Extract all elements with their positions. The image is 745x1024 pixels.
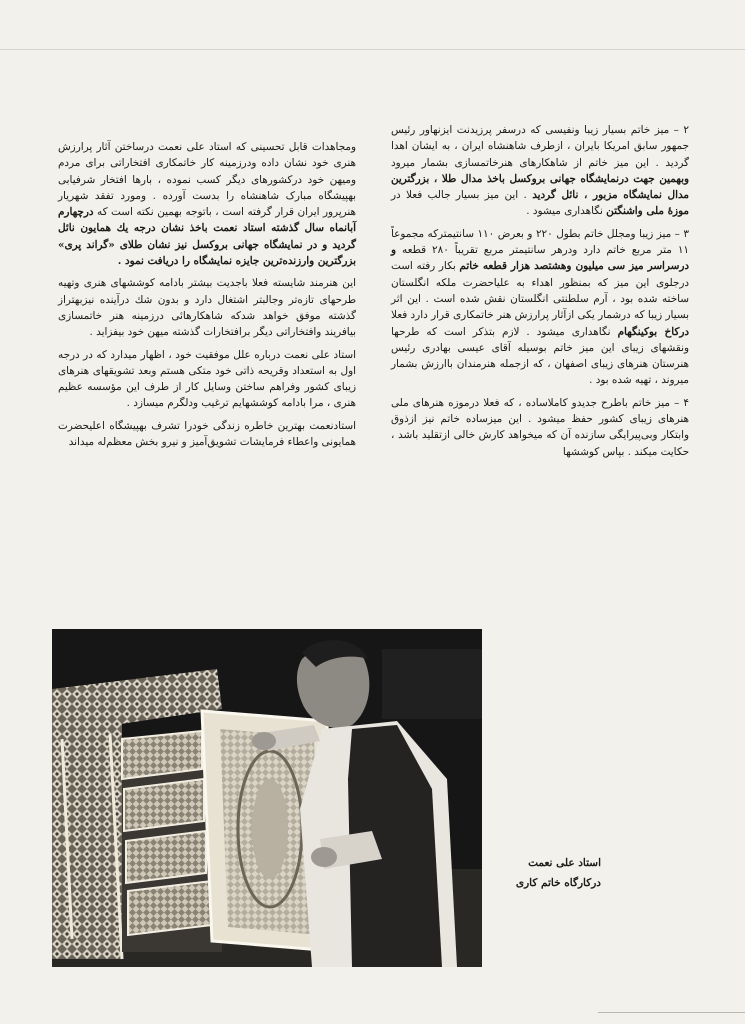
artist-hand (252, 732, 276, 750)
paragraph-artist-work: این هنرمند شایسته فعلا باجدیت بیشتر بادامه کوششهای هنری وتهیه طرحهای تازه‌تر وجالبتر اشتغال دارد و بدون شك درآینده نیزبهتراز گذشته موفق خواهد شدکه شاهکارهائی درزمینه هنر خاتمسازی بیافریند وافتخاراتی دیگر برافتخارات گذشته میهن خود بیفزاید . (58, 277, 356, 339)
paragraph-continuation (58, 139, 356, 269)
photo-illustration (52, 629, 482, 967)
text-column-right (391, 122, 689, 466)
paragraph-artist-memory: استادنعمت بهترین خاطره زندگی خودرا تشرف بهپیشگاه اعلیحضرت همایونی واعطاء فرمایشات تشویق‌آمیز و نیرو بخش معظم‌له میداند (58, 419, 356, 449)
bold-text-run: موزهٔ ملی واشنگتن (606, 205, 689, 218)
caption-location: درکارگاه خاتم کاری (515, 877, 601, 889)
drawer (124, 779, 204, 831)
paragraph-item-4: ۴ – میز خاتم باطرح جدیدو کاملاساده ، که فعلا درموزه هنرهای ملی هنرهای زیبای کشور حفظ میشود . این میزساده خاتم نیز ازذوق وابتکار وبی‌پیرایگی سازنده آن که میخواهد کارش خالی ازتقلید باشد ، حکایت میکند . بپاس کوششها (391, 396, 689, 458)
text-run: ۲ – میز خاتم بسیار زیبا ونفیسی که درسفر پرزیدنت ایزنهاور رئیس جمهور سابق امریکا بایران ، ازطرف شاهنشاه ایران ، به ایشان اهدا گردید . این میز خاتم از شاهکارهای هنرخاتمسازی بشمار میرود (391, 124, 689, 169)
drawer (126, 831, 206, 883)
page-top-edge (0, 49, 745, 50)
photo-caption (491, 853, 601, 893)
drawer (128, 881, 212, 935)
text-run: ومجاهدات قابل تحسینی که استاد علی نعمت درساختن آثار پرارزش هنری خود نشان داده ودرزمینه کار خاتمکاری افتخاراتی برای مردم ومیهن خود درکشورهای دیگر کسب نموده ، بارها افتخار شرفیابی بهپیشگاه مبارک شاهنشاه را بدست آورده . ومورد تفقد شهریار هنرپرور ایران قرار گرفته است ، باتوجه بهمین نکته است که (58, 141, 356, 219)
paragraph-item-3 (391, 226, 689, 389)
bold-text-run: درچهارم آبانماه سال گذشته استاد نعمت باخذ نشان درجه یك همایون نائل گردید و در نمایشگاه جهانی بروکسل نیز نشان طلای «گراند پری» بزرگترین وارزنده‌ترین جایزه نمایشگاه را دریافت نمود . (58, 206, 356, 268)
text-run: ۳ – میز زیبا ومجلل خاتم بطول ۲۲۰ و بعرض ۱۱۰ سانتیمترکه مجموعاً ۱۱ متر مربع خاتم دارد ودرهر سانتیمتر مربع تقریباً ۲۸۰ قطعه (391, 227, 689, 257)
text-run: . این میز بسیار جالب فعلا در (391, 189, 533, 202)
paragraph-item-2 (391, 122, 689, 220)
text-run: نگاهداری میشود . (526, 205, 607, 218)
artist-hand (311, 847, 337, 867)
text-column-left (58, 139, 356, 456)
bold-text-run: و درسراسر میز سی میلیون وهشتصد هزار قطعه خاتم (391, 244, 689, 273)
text-run: بکار رفته است درجلوی این میز که بمنظور اهداء به علیاحضرت ملکه انگلستان ساخته شده بود ، آرم سلطنتی انگلستان نقش شده است . این اثر بسیار زیبا که درشمار یکی ازآثار پرارزش هنر خاتمکاری قرار دارد فعلا (391, 260, 689, 322)
paragraph-artist-success: استاد علی نعمت درباره علل موفقیت خود ، اظهار میدارد که در درجه اول به استعداد وقریحه ذاتی خود متکی هستم وبعد تشویقهای هنرهای زیبای کشور وفراهم ساختن وسایل کار از طرف این مؤسسه عظیم هنری ، مرا بادامه کوششهایم ترغیب ودلگرم میسازد . (58, 348, 356, 410)
caption-name: استاد علی نعمت (528, 857, 601, 869)
text-run: نگاهداری میشود . لازم بتذکر است که طرحها ونقشهای زیبای این میز خاتم بوسیله آقای عیسی بهادری رئیس هنرستان هنرهای زیبای اصفهان ، که ازجمله هنرمندان باارزش بشمار میروند ، تهیه شده بود . (391, 325, 689, 387)
door-medallion-center (252, 779, 288, 879)
photo-shadow (382, 649, 482, 719)
page-bottom-edge (598, 1012, 745, 1013)
bold-text-run: وبهمین جهت درنمایشگاه جهانی بروکسل باخذ مدال طلا ، بزرگترین مدال نمایشگاه مزبور ، نائل گردید (391, 172, 689, 202)
bold-text-run: درکاخ بوکینگهام (617, 325, 689, 338)
photo-artist-at-workshop (52, 629, 482, 967)
